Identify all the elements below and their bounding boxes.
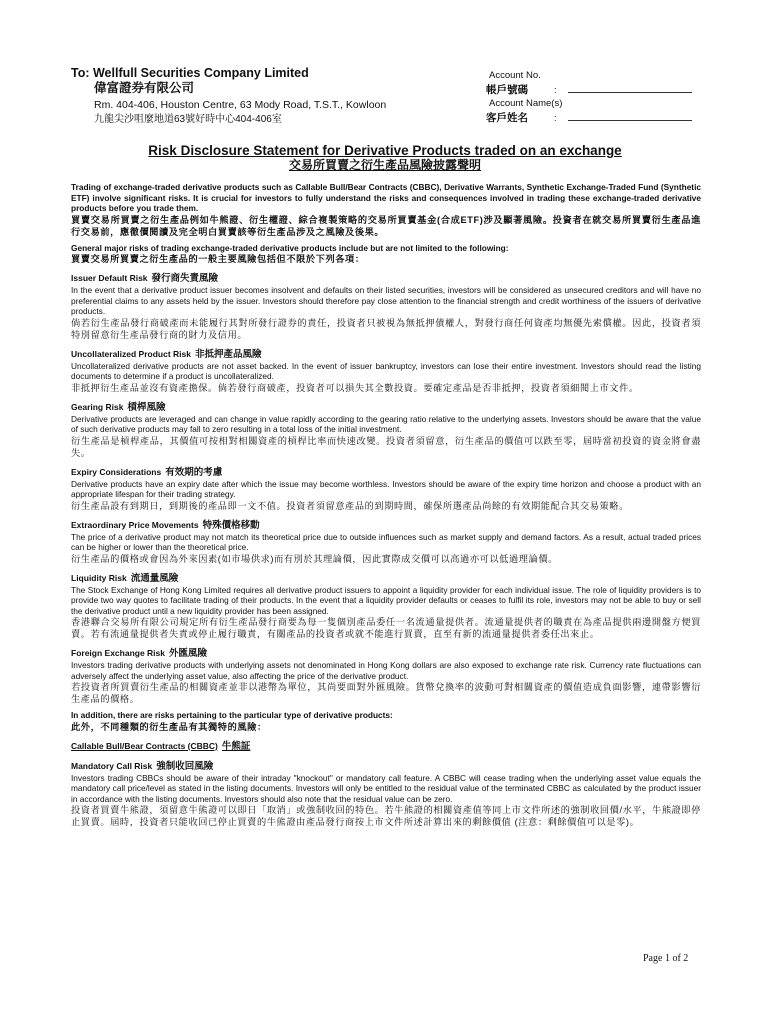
intro-en: Trading of exchange-traded derivative products such as Callable Bull/Bear Contracts (CBBC), Derivative Warrants, Synthetic Exchange-Traded Fund (Synthetic ETF) involve significant risks. It is crucial for investors to fully understand the risks and consequences involved in trading these exchange-traded derivative products before you trade them. (71, 182, 701, 213)
addressee-line: To: Wellfull Securities Company Limited (71, 66, 309, 80)
account-block (486, 69, 706, 125)
account-name-row (486, 111, 706, 125)
cbbc-heading: Callable Bull/Bear Contracts (CBBC) 牛熊証 (71, 740, 251, 752)
account-name-colon: : (554, 113, 557, 124)
section-text-en: In the event that a derivative product issuer becomes insolvent and defaults on their listed securities, investors will be considered as unsecured creditors and will have no preferential claims to any assets held by the issuer. Investors should therefore pay close attention to the financial strength and credit worthiness of the issuers of derivative products. (71, 285, 701, 316)
statement-body (71, 182, 701, 828)
section-text-cn: 衍生產品設有到期日，到期後的產品即一文不值。投資者須留意產品的到期時間，確保所選產品尚餘的有效期能配合其交易策略。 (71, 500, 629, 511)
section-text-cn: 倘若衍生產品發行商破產而未能履行其對所發行證券的責任，投資者只被視為無抵押債權人，對發行商任何資產均無優先索償權。因此，投資者須特別留意衍生產品發行商的財力及信用。 (71, 317, 701, 340)
mandatory-call-heading: Mandatory Call Risk 強制收回風險 (71, 760, 214, 772)
section-heading: Uncollateralized Product Risk 非抵押產品風險 (71, 348, 262, 360)
section-text-en: Uncollateralized derivative products are not asset backed. In the event of issuer bankruptcy, investors can lose their entire investment. Investors should read the listing documents to determine if a product is uncollateralized. (71, 360, 701, 381)
section-heading: Expiry Considerations 有效期的考慮 (71, 466, 223, 478)
title-cn: 交易所買賣之衍生產品風險披露聲明 (288, 158, 481, 172)
account-no-label-en: Account No. (489, 70, 541, 81)
section-heading: Liquidity Risk 流通量風險 (71, 572, 179, 584)
section-text-cn: 非抵押衍生產品並沒有資產擔保。倘若發行商破產，投資者可以損失其全數投資。要確定產品是否非抵押，投資者須細閱上市文件。 (71, 382, 639, 393)
page-number: Page 1 of 2 (643, 953, 689, 964)
account-no-colon: : (554, 85, 557, 96)
company-name-cn: 偉富證券有限公司 (94, 81, 195, 95)
mandatory-call-text-cn: 投資者買賣牛熊證，須留意牛熊證可以即日「取消」或強制收回的特色。若牛熊證的相關資產值等同上市文件所述的強制收回價/水平，牛熊證即停止買賣。屆時，投資者只能收回已停止買賣的牛熊證由產品發行商按上市文件所述計算出來的剩餘價值 (注意：剩餘價值可以是零)。 (71, 805, 701, 827)
section-heading: Issuer Default Risk 發行商失責風險 (71, 273, 219, 284)
section-text-cn: 若投資者所買賣衍生產品的相關資產並非以港幣為單位，其尚要面對外匯風險。貨幣兌換率的波動可對相關資產的價值造成負面影響，連帶影響衍生產品的價格。 (71, 682, 701, 704)
mandatory-call-text-en: Investors trading CBBCs should be aware of their intraday "knockout" or mandatory call feature. A CBBC will cease trading when the underlying asset value equals the mandatory call price/level as stated in the listing documents. Investors will only be entitled to the residual value of the terminated CBBC as calculated by the product issuer in accordance with the listing documents. Investors should also note that the residual value can be zero. (71, 772, 701, 804)
section-text-en: The price of a derivative product may not match its theoretical price due to outside influences such as market supply and demand factors. As a result, actual traded prices can be higher or lower than the theoretical price. (71, 531, 701, 552)
section-text-en: Derivative products have an expiry date after which the issue may become worthless. Investors should be aware of the expiry time horizon and choose a product with an appropriate lifespan for their trading strategy. (71, 478, 701, 499)
section-heading: Gearing Risk 槓桿風險 (71, 401, 166, 413)
section-heading: Foreign Exchange Risk 外匯風險 (71, 648, 208, 659)
addressee-block (71, 66, 471, 127)
general-risks-cn: 買賣交易所買賣之衍生產品的一般主要風險包括但不限於下列各項： (71, 254, 365, 264)
additional-risks-en: In addition, there are risks pertaining to the particular type of derivative products: (71, 710, 393, 720)
account-no-field[interactable] (568, 83, 692, 93)
section-text-cn: 衍生產品的價格或會因為外來因素(如市場供求)而有別於其理論價，因此實際成交價可以高過亦可以低過理論價。 (71, 553, 558, 564)
account-name-label-cn: 客戶姓名 (486, 112, 528, 124)
section-text-en: The Stock Exchange of Hong Kong Limited requires all derivative product issuers to appoint a liquidity provider for each individual issue. The role of liquidity providers is to provide two way quotes to facilitate trading of their products. In the event that a liquidity provider defaults or ceases to fulfil its role, investors may not be able to buy or sell the derivative product until a new liquidity provider has been assigned. (71, 584, 701, 616)
section-text-cn: 衍生產品是槓桿產品，其價值可按相對相關資產的槓桿比率而快速改變。投資者須留意，衍生產品的價值可以跌至零，屆時當初投資的資金將會盡失。 (71, 435, 701, 458)
account-no-row (486, 83, 706, 97)
address-cn: 九龍尖沙咀麼地道63號好時中心404-406室 (94, 114, 282, 125)
section-text-cn: 香港聯合交易所有限公司規定所有衍生產品發行商要為每一隻個別產品委任一名流通量提供者。流通量提供者的職責在為產品提供兩邊開盤方便買賣。若有流通量提供者失責或停止履行職責，有關產品的投資者或就不能進行買賣，直至有新的流通量提供者委任出來止。 (71, 617, 701, 639)
intro-cn: 買賣交易所買賣之衍生產品例如牛熊證、衍生權證、綜合複製策略的交易所買賣基金(合成ETF)涉及顯著風險。投資者在就交易所買賣衍生產品進行交易前，應徹價閱讀及完全明白買賣該等衍生產品涉及之風險及後果。 (71, 214, 701, 237)
account-name-label-en: Account Name(s) (489, 98, 563, 109)
general-risks-en: General major risks of trading exchange-traded derivative products include but are not limited to the following: (71, 242, 509, 253)
account-no-label-cn: 帳戶號碼 (486, 84, 528, 96)
section-heading: Extraordinary Price Movements 特殊價格移動 (71, 519, 260, 531)
title-en: Risk Disclosure Statement for Derivative Products traded on an exchange (148, 143, 622, 158)
document-title (0, 143, 770, 173)
account-name-field[interactable] (568, 111, 692, 121)
section-text-en: Derivative products are leveraged and can change in value rapidly according to the gearing ratio relative to the underlying assets. Investors should be aware that the value of such derivative products may fall to zero resulting in a total loss of the initial investment. (71, 413, 701, 434)
address-en: Rm. 404-406, Houston Centre, 63 Mody Road, T.S.T., Kowloon (94, 99, 387, 111)
additional-risks-cn: 此外，不同種類的衍生產品有其獨特的風險： (71, 721, 267, 732)
section-text-en: Investors trading derivative products with underlying assets not denominated in Hong Kong dollars are also exposed to exchange rate risk. Currency rate fluctuations can adversely affect the underlying asset value, also affecting the price of the derivative product. (71, 660, 701, 681)
